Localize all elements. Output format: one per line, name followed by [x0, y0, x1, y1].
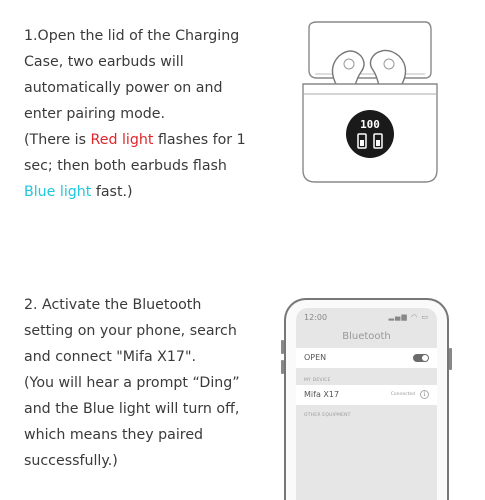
step1-note [24, 127, 249, 205]
status-time: 12:00 [304, 313, 328, 322]
device-status: Connected [390, 392, 415, 397]
bluetooth-open-row[interactable] [296, 348, 437, 368]
bluetooth-toggle[interactable] [413, 354, 429, 362]
step2-instructions [24, 292, 252, 474]
charging-case-illustration [295, 20, 445, 190]
step1-note-part-c: fast.) [91, 184, 133, 200]
phone-illustration [284, 298, 449, 500]
blue-light-text: Blue light [24, 184, 92, 200]
step2-note: (You will hear a prompt “Ding” and the Blue light will turn off, which means they paired successfully.) [24, 375, 240, 469]
step1-note-part-a: (There is [24, 132, 91, 148]
volume-down-button [281, 360, 284, 374]
device-name: Mifa X17 [304, 390, 340, 399]
step2-text: 2. Activate the Bluetooth setting on your phone, search and connect "Mifa X17". [24, 297, 237, 365]
phone-screen [296, 308, 437, 500]
step1-instructions [24, 23, 249, 205]
bluetooth-title: Bluetooth [342, 331, 391, 342]
open-label: OPEN [304, 353, 327, 362]
signal-icon: ▂▄▆ [388, 313, 408, 321]
wifi-icon: ◠ [411, 313, 419, 321]
device-row-mifa-x17[interactable] [296, 385, 437, 405]
info-icon[interactable]: i [420, 390, 429, 399]
status-icons [389, 313, 429, 321]
other-equipment-label: OTHER EQUIPMENT [304, 413, 351, 418]
step1-note-part-b: flashes for 1 sec; then both earbuds flash [24, 132, 246, 174]
red-light-text: Red light [90, 132, 154, 148]
step1-text: 1.Open the lid of the Charging Case, two earbuds will automatically power on and enter pairing mode. [24, 28, 240, 122]
power-button [449, 348, 452, 370]
battery-display-text: 100 [360, 118, 380, 131]
volume-up-button [281, 340, 284, 354]
my-device-label: MY DEVICE [304, 378, 331, 383]
battery-icon: ▭ [421, 313, 429, 321]
